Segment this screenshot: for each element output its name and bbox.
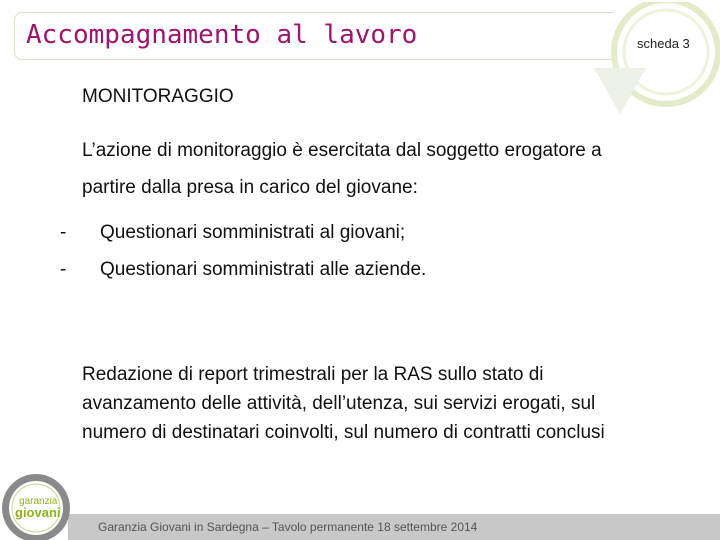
intro-paragraph: L’azione di monitoraggio è esercitata dal soggetto erogatore a partire dalla presa in carico del giovane:	[82, 140, 602, 198]
section-title: MONITORAGGIO	[82, 86, 234, 107]
list-item-text: Questionari somministrati alle aziende.	[100, 259, 427, 280]
bullet-list	[60, 214, 642, 288]
logo-text-line2: giovani	[15, 505, 61, 520]
logo-text-line1: garanzia	[19, 496, 58, 507]
list-item-text: Questionari somministrati al giovani;	[100, 222, 406, 243]
footer-text: Garanzia Giovani in Sardegna – Tavolo permanente 18 settembre 2014	[98, 520, 478, 534]
dash-bullet: -	[60, 222, 67, 243]
list-item	[60, 214, 642, 251]
report-paragraph: Redazione di report trimestrali per la RAS sullo stato di avanzamento delle attività, dell’utenza, sui servizi erogati, sul numero di destinatari coinvolti, sul numero di contratti conclusi	[82, 364, 605, 443]
list-item	[60, 251, 642, 288]
slide-content	[60, 86, 642, 447]
slide-label: scheda 3	[637, 36, 690, 51]
page-title: Accompagnamento al lavoro	[26, 20, 418, 50]
dash-bullet: -	[60, 259, 67, 280]
garanzia-giovani-logo	[0, 470, 76, 540]
